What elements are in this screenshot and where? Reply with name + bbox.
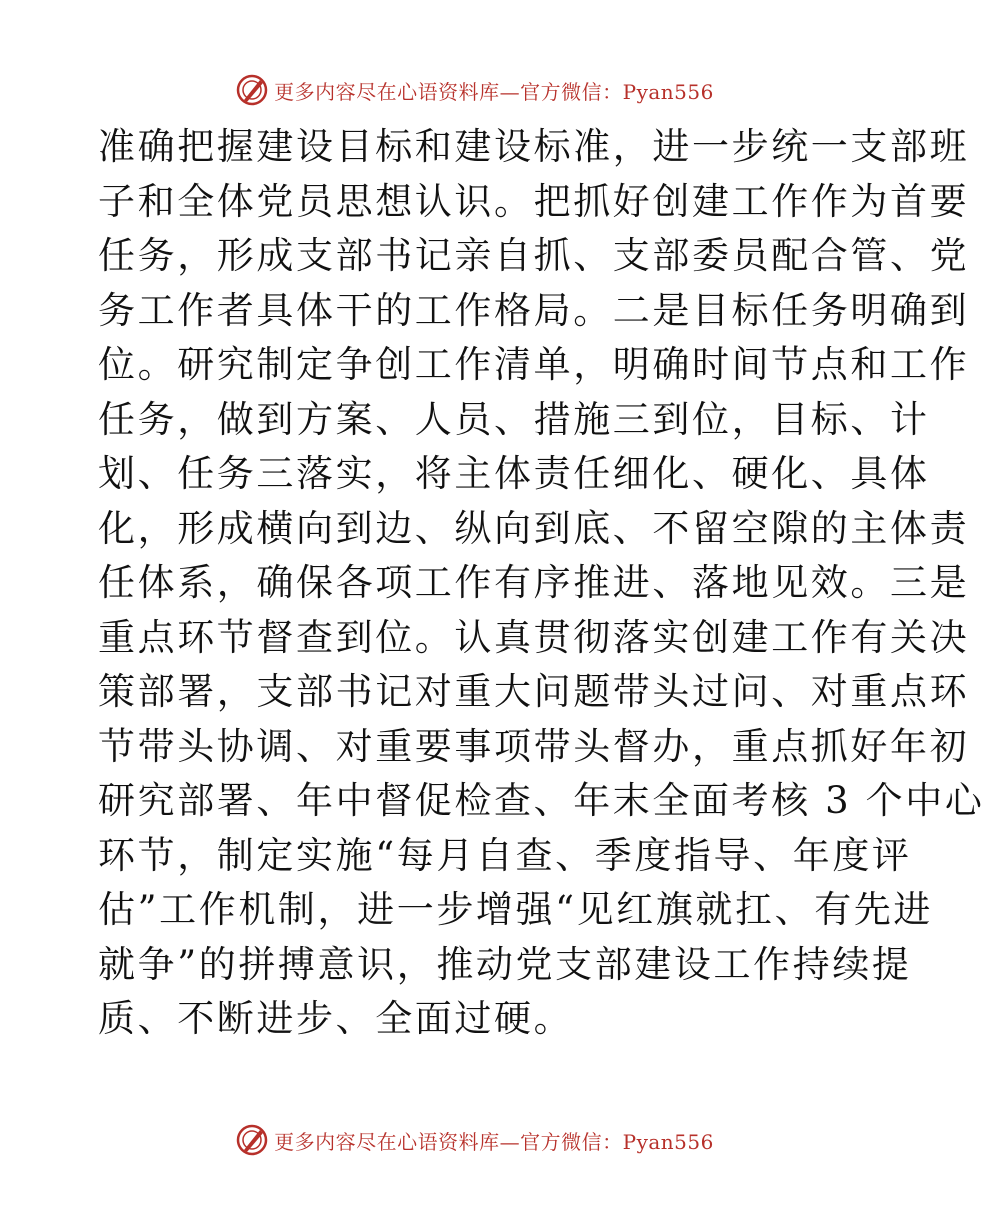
paragraph-line: 节带头协调、对重要事项带头督办，重点抓好年初 <box>98 724 970 768</box>
paragraph-line: 位。研究制定争创工作清单，明确时间节点和工作 <box>98 343 970 386</box>
paragraph-line: 环节，制定实施“每月自查、季度指导、年度评 <box>98 833 912 877</box>
paragraph-line: 重点环节督查到位。认真贯彻落实创建工作有关决 <box>98 615 970 659</box>
paragraph-line: 务工作者具体干的工作格局。二是目标任务明确到 <box>98 288 970 332</box>
paragraph-line: 质、不断进步、全面过硬。 <box>98 997 574 1040</box>
header-watermark <box>0 70 950 110</box>
pen-logo-icon <box>236 74 268 106</box>
paragraph-line: 任务，做到方案、人员、措施三到位，目标、计 <box>98 397 930 441</box>
paragraph-line: 估”工作机制，进一步增强“见红旗就扛、有先进 <box>98 888 934 931</box>
paragraph-line: 子和全体党员思想认识。把抓好创建工作作为首要 <box>98 179 970 223</box>
paragraph-line: 化，形成横向到边、纵向到底、不留空隙的主体责 <box>98 506 970 550</box>
paragraph-line: 研究部署、年中督促检查、年末全面考核 3 个中心 <box>98 779 984 822</box>
header-watermark-text: 更多内容尽在心语资料库—官方微信：Pyan556 <box>274 79 714 104</box>
paragraph-line: 就争”的拼搏意识，推动党支部建设工作持续提 <box>98 942 912 986</box>
footer-watermark <box>0 1120 950 1160</box>
paragraph-line: 任务，形成支部书记亲自抓、支部委员配合管、党 <box>98 234 970 277</box>
footer-watermark-text: 更多内容尽在心语资料库—官方微信：Pyan556 <box>274 1129 714 1154</box>
paragraph-line: 任体系，确保各项工作有序推进、落地见效。三是 <box>98 561 970 604</box>
paragraph-line: 划、任务三落实，将主体责任细化、硬化、具体 <box>98 452 930 495</box>
document-body <box>98 120 984 1047</box>
paragraph-line: 准确把握建设目标和建设标准，进一步统一支部班 <box>98 125 970 168</box>
pen-logo-icon <box>236 1124 268 1156</box>
paragraph-line: 策部署，支部书记对重大问题带头过问、对重点环 <box>98 670 970 713</box>
